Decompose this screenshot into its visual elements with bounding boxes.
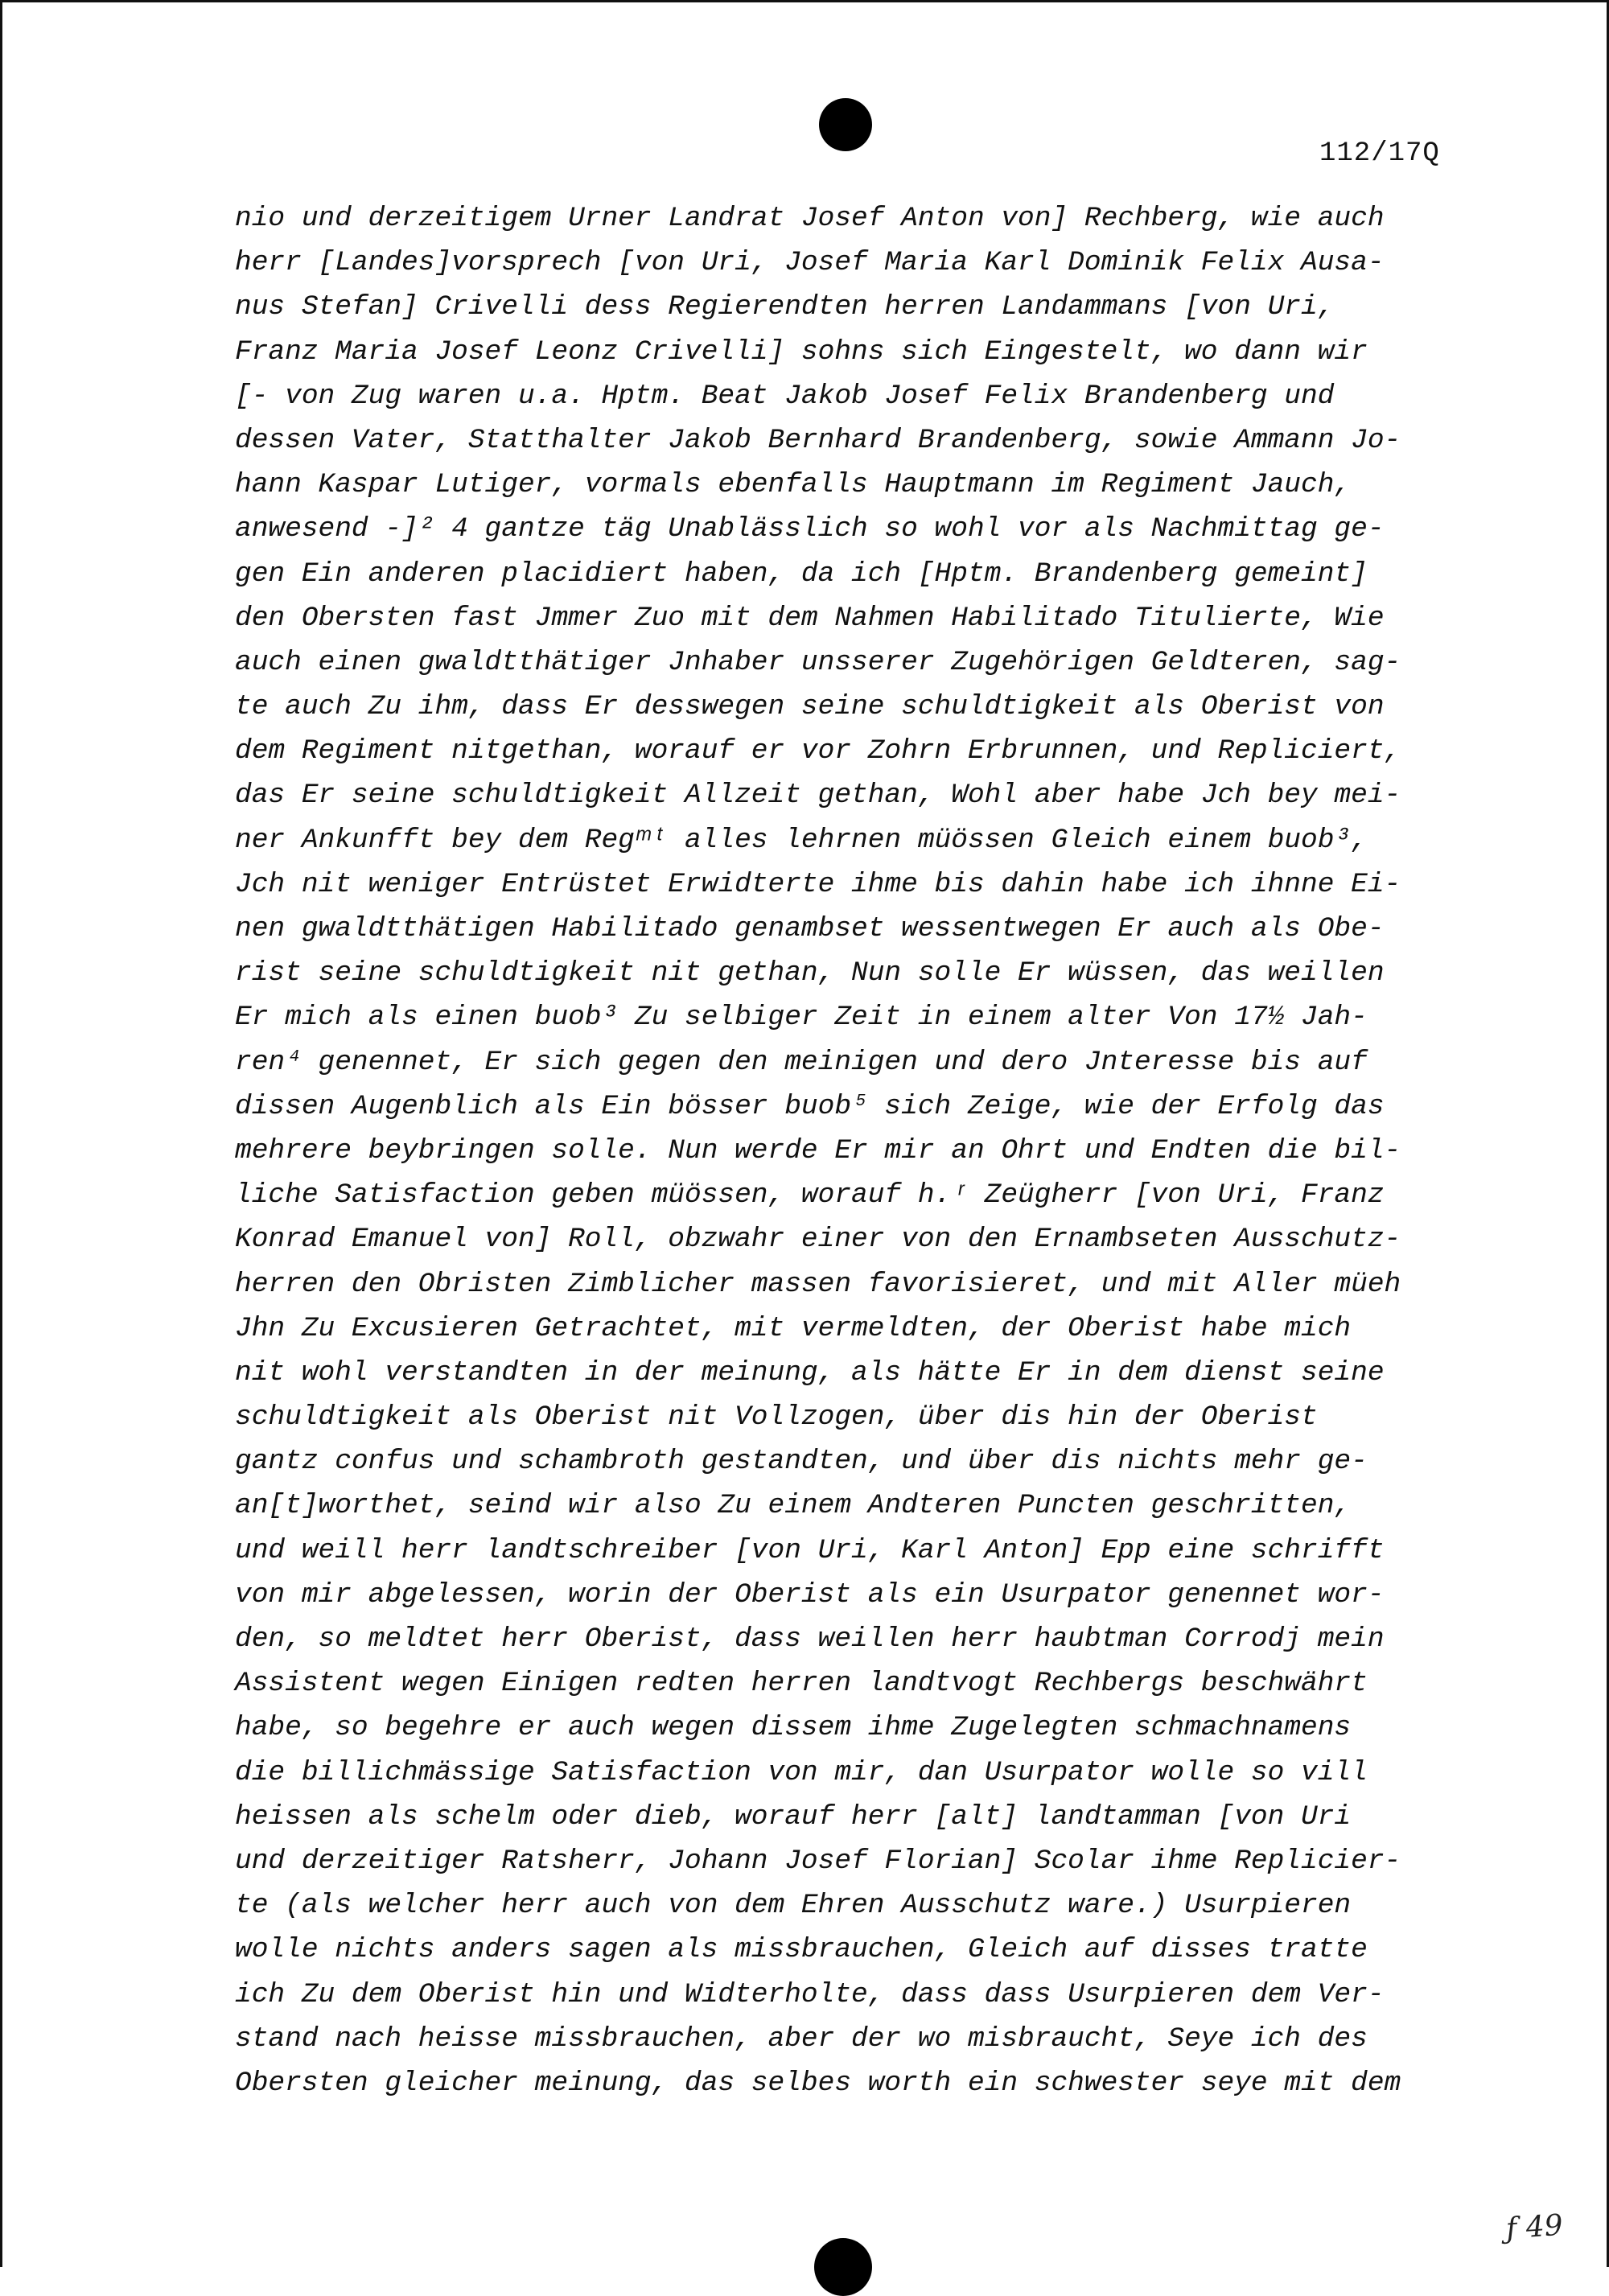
text-line: nio und derzeitigem Urner Landrat Josef Anton von] Rechberg, wie auch (235, 203, 1385, 234)
text-line: auch einen gwaldtthätiger Jnhaber unsserer Zugehörigen Geldteren, sag- (235, 646, 1401, 678)
text-line: nen gwaldtthätigen Habilitado genambset wessentwegen Er auch als Obe- (235, 913, 1385, 944)
text-line: den Obersten fast Jmmer Zuo mit dem Nahmen Habilitado Titulierte, Wie (235, 602, 1385, 634)
text-line: und derzeitiger Ratsherr, Johann Josef Florian] Scolar ihme Replicier- (235, 1845, 1401, 1877)
page-identifier: 112/17Q (1319, 138, 1440, 169)
text-line: dessen Vater, Statthalter Jakob Bernhard Brandenberg, sowie Ammann Jo- (235, 424, 1401, 456)
text-line: mehrere beybringen solle. Nun werde Er mir an Ohrt und Endten die bil- (235, 1134, 1401, 1167)
text-line: te auch Zu ihm, dass Er desswegen seine schuldtigkeit als Oberist von (235, 691, 1385, 723)
text-line: Assistent wegen Einigen redten herren landtvogt Rechbergs beschwährt (235, 1668, 1368, 1700)
text-line: stand nach heisse missbrauchen, aber der wo misbraucht, Seye ich des (235, 2022, 1368, 2055)
transcription-body (235, 196, 1474, 2150)
text-line: te (als welcher herr auch von dem Ehren Ausschutz ware.) Usurpieren (235, 1890, 1352, 1922)
text-line: an[t]worthet, seind wir also Zu einem Andteren Puncten geschritten, (235, 1490, 1352, 1522)
text-line: nus Stefan] Crivelli dess Regierendten herren Landammans [von Uri, (235, 291, 1335, 323)
text-line: ner Ankunfft bey dem Regᵐᵗ alles lehrnen müössen Gleich einem buob³, (235, 824, 1368, 856)
text-line: herr [Landes]vorsprech [von Uri, Josef Maria Karl Dominik Felix Ausa- (235, 247, 1385, 279)
text-line: von mir abgelessen, worin der Oberist als ein Usurpator genennet wor- (235, 1578, 1385, 1611)
text-line: Obersten gleicher meinung, das selbes worth ein schwester seye mit dem (235, 2067, 1401, 2099)
text-line: den, so meldtet herr Oberist, dass weillen herr haubtman Corrodj mein (235, 1623, 1385, 1655)
text-line: anwesend -]² 4 gantze täg Unablässlich so wohl vor als Nachmittag ge- (235, 513, 1385, 545)
text-line: Jhn Zu Excusieren Getrachtet, mit vermeldten, der Oberist habe mich (235, 1312, 1352, 1344)
text-line: Er mich als einen buob³ Zu selbiger Zeit in einem alter Von 17½ Jah- (235, 1002, 1368, 1034)
text-line: liche Satisfaction geben müössen, worauf h.ʳ Zeügherr [von Uri, Franz (235, 1179, 1385, 1212)
text-line: nit wohl verstandten in der meinung, als hätte Er in dem dienst seine (235, 1356, 1385, 1389)
text-line: Konrad Emanuel von] Roll, obzwahr einer von den Ernambseten Ausschutz- (235, 1224, 1401, 1256)
text-line: und weill herr landtschreiber [von Uri, Karl Anton] Epp eine schrifft (235, 1534, 1385, 1566)
text-line: habe, so begehre er auch wegen dissem ihme Zugelegten schmachnamens (235, 1712, 1352, 1744)
text-line: die billichmässige Satisfaction von mir, dan Usurpator wolle so vill (235, 1756, 1368, 1788)
text-line: das Er seine schuldtigkeit Allzeit gethan, Wohl aber habe Jch bey mei- (235, 780, 1401, 812)
text-line: gen Ein anderen placidiert haben, da ich [Hptm. Brandenberg gemeint] (235, 558, 1368, 590)
text-line: wolle nichts anders sagen als missbrauchen, Gleich auf disses tratte (235, 1934, 1368, 1966)
handwritten-page-mark: ƒ 49 (1504, 2208, 1564, 2246)
text-line (235, 2105, 1474, 2150)
text-line: schuldtigkeit als Oberist nit Vollzogen, über dis hin der Oberist (235, 1401, 1318, 1434)
text-line: hann Kaspar Lutiger, vormals ebenfalls Hauptmann im Regiment Jauch, (235, 469, 1352, 501)
punch-hole-bottom (814, 2238, 872, 2296)
text-line: ich Zu dem Oberist hin und Widterholte, dass dass Usurpieren dem Ver- (235, 1978, 1385, 2010)
text-line: heissen als schelm oder dieb, worauf herr [alt] landtamman [von Uri (235, 1800, 1352, 1833)
text-line: dissen Augenblich als Ein bösser buob⁵ sich Zeige, wie der Erfolg das (235, 1090, 1385, 1122)
text-line: dem Regiment nitgethan, worauf er vor Zohrn Erbrunnen, und Repliciert, (235, 735, 1401, 767)
text-line: ren⁴ genennet, Er sich gegen den meinigen und dero Jnteresse bis auf (235, 1046, 1368, 1078)
text-line: gantz confus und schambroth gestandten, und über dis nichts mehr ge- (235, 1446, 1368, 1478)
punch-hole-top (819, 98, 872, 151)
text-line: Jch nit weniger Entrüstet Erwidterte ihme bis dahin habe ich ihnne Ei- (235, 868, 1401, 900)
text-line: rist seine schuldtigkeit nit gethan, Nun solle Er wüssen, das weillen (235, 957, 1385, 990)
text-line: [- von Zug waren u.a. Hptm. Beat Jakob Josef Felix Brandenberg und (235, 380, 1335, 412)
text-line: herren den Obristen Zimblicher massen favorisieret, und mit Aller müeh (235, 1268, 1401, 1300)
text-line: Franz Maria Josef Leonz Crivelli] sohns sich Eingestelt, wo dann wir (235, 335, 1368, 368)
